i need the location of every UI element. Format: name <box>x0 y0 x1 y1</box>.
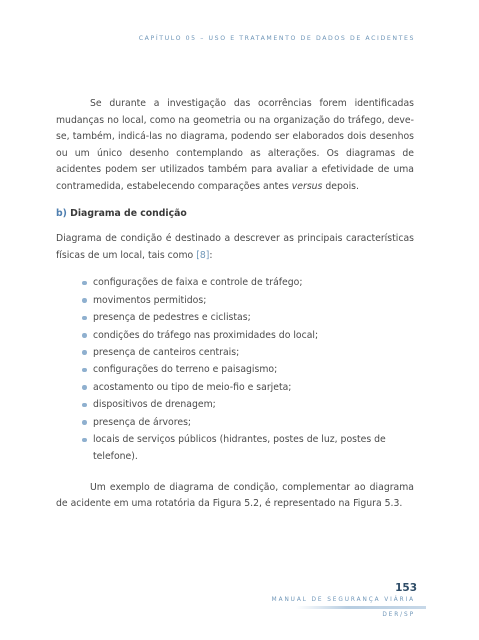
page-number: 153 <box>395 582 417 594</box>
bullet-icon <box>82 350 87 355</box>
footer-org: DER/SP <box>382 612 415 618</box>
bullet-icon <box>82 420 87 425</box>
list-item <box>82 379 414 396</box>
list-item-text: presença de pedestres e ciclistas; <box>93 312 251 324</box>
list-item-text: condições do tráfego nas proximidades do local; <box>93 329 319 341</box>
list-item-text: configurações de faixa e controle de tráfego; <box>93 277 303 289</box>
section-title: Diagrama de condição <box>70 207 187 219</box>
list-item <box>82 327 414 344</box>
section-heading <box>56 206 414 223</box>
intro-end: depois. <box>322 180 359 192</box>
list-item <box>82 361 414 378</box>
footer-manual-title: MANUAL DE SEGURANÇA VIÁRIA <box>271 597 415 603</box>
running-header: CAPÍTULO 05 – USO E TRATAMENTO DE DADOS DE ACIDENTES <box>138 35 415 42</box>
bullet-icon <box>82 316 87 321</box>
list-item <box>82 292 414 309</box>
list-item <box>82 309 414 326</box>
list-item <box>82 396 414 413</box>
list-item-text: presença de canteiros centrais; <box>93 346 240 358</box>
list-item <box>82 344 414 361</box>
intro-italic: versus <box>291 180 323 192</box>
bullet-icon <box>82 281 87 286</box>
bullet-icon <box>82 333 87 338</box>
citation-link[interactable]: [8] <box>196 249 210 261</box>
list-item-text: presença de árvores; <box>93 416 192 428</box>
condition-paragraph <box>56 231 414 264</box>
list-item-text: dispositivos de drenagem; <box>93 399 216 411</box>
closing-paragraph: Um exemplo de diagrama de condição, complementar ao diagrama de acidente em uma rotatória da Figura 5.2, é representado na Figura 5.3. <box>56 481 414 510</box>
list-item <box>82 414 414 431</box>
bullet-icon <box>82 368 87 373</box>
bullet-icon <box>82 385 87 390</box>
condition-list <box>82 274 414 465</box>
list-item-text: acostamento ou tipo de meio-fio e sarjeta; <box>93 381 292 393</box>
condition-end: : <box>209 249 213 261</box>
list-item-text: configurações do terreno e paisagismo; <box>93 364 278 376</box>
footer-divider <box>296 606 426 609</box>
page-body <box>56 96 414 523</box>
list-item <box>82 431 414 466</box>
condition-text: Diagrama de condição é destinado a descrever as principais características físicas de um local, tais como <box>56 233 414 261</box>
intro-paragraph <box>56 96 414 196</box>
section-letter: b) <box>56 207 67 219</box>
list-item-text: movimentos permitidos; <box>93 294 207 306</box>
bullet-icon <box>82 298 87 303</box>
intro-text: Se durante a investigação das ocorrências forem identificadas mudanças no local, como na geometria ou na organização do tráfego, deve-se, também, indicá-las no diagrama, podendo ser elaborados dois desenhos ou um único desenho contemplando as alterações. Os diagramas de acidentes podem ser utilizados também para avaliar a efetividade de uma contramedida, estabelecendo comparações antes <box>56 98 414 192</box>
list-item-text: locais de serviços públicos (hidrantes, postes de luz, postes de telefone). <box>93 434 386 463</box>
list-item <box>82 274 414 291</box>
bullet-icon <box>82 438 87 443</box>
bullet-icon <box>82 403 87 408</box>
